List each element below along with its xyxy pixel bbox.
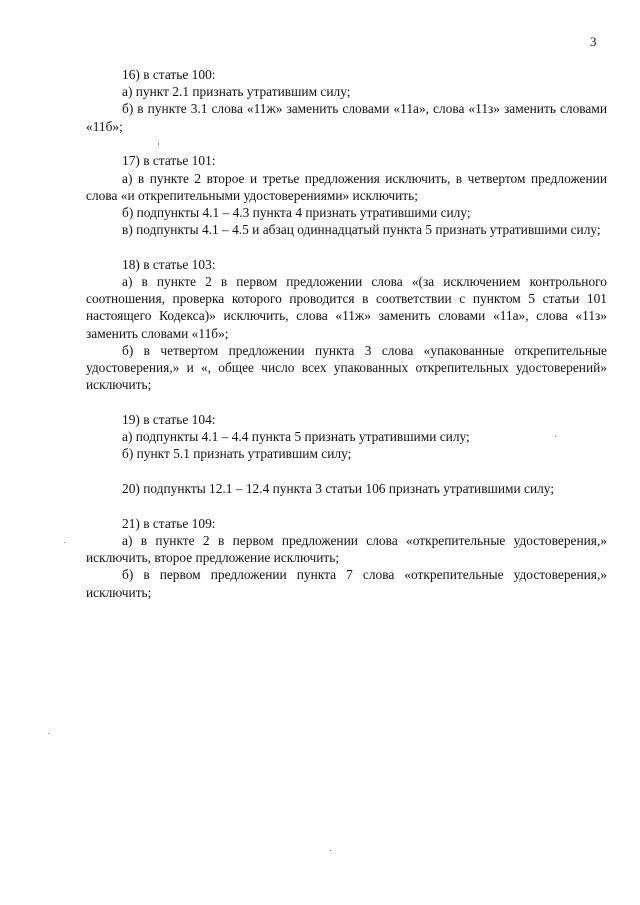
section-heading: 19) в статье 104: — [122, 411, 216, 427]
section-20 — [86, 480, 607, 497]
list-item: а) в пункте 2 второе и третье предложения исключить, в четвертом предложении слова «и открепительными удостоверениями» исключить; — [86, 170, 607, 203]
list-item: б) подпункты 4.1 – 4.3 пункта 4 признать утратившими силу; — [122, 204, 471, 220]
scan-speck — [64, 542, 65, 543]
page-number: 3 — [590, 34, 597, 49]
list-item: в) подпункты 4.1 – 4.5 и абзац одиннадцатый пункта 5 признать утратившими силу; — [122, 222, 601, 238]
section-18 — [86, 256, 607, 394]
section-heading: 16) в статье 100: — [122, 67, 216, 82]
document-body — [86, 66, 607, 618]
section-heading: 20) подпункты 12.1 – 12.4 пункта 3 статьи 106 признать утратившими силу; — [122, 481, 555, 497]
list-item: а) пункт 2.1 признать утратившим силу; — [122, 84, 351, 100]
section-17 — [86, 152, 607, 238]
section-heading: 18) в статье 103: — [122, 256, 216, 272]
list-item: б) пункт 5.1 признать утратившим силу; — [122, 446, 352, 462]
list-item: б) в первом предложении пункта 7 слова «открепительные удостоверения,» исключить; — [86, 567, 607, 600]
section-16 — [86, 66, 607, 135]
scan-speck — [48, 733, 49, 734]
list-item: а) подпункты 4.1 – 4.4 пункта 5 признать утратившими силу; — [122, 429, 470, 445]
section-19 — [86, 411, 607, 463]
section-21 — [86, 515, 607, 601]
list-item: а) в пункте 2 в первом предложении слова «(за исключением контрольного соотношения, проверка которого проводится в соответствии с пунктом 5 статьи 101 настоящего Кодекса)» исключить, слова «11ж» заменить словами «11а», слова «11з» заменить словами «11б»; — [86, 274, 607, 341]
scan-speck — [330, 850, 331, 851]
section-heading: 17) в статье 101: — [122, 153, 216, 169]
list-item: б) в четвертом предложении пункта 3 слова «упакованные открепительные удостоверения,» и «, общее число всех упакованных открепительных удостоверений» исключить; — [86, 342, 607, 393]
scan-speck — [158, 143, 159, 145]
scan-speck — [555, 436, 556, 437]
section-heading: 21) в статье 109: — [122, 515, 216, 531]
list-item: а) в пункте 2 в первом предложении слова «открепительные удостоверения,» исключить, второе предложение исключить; — [86, 532, 607, 566]
list-item: б) в пункте 3.1 слова «11ж» заменить словами «11а», слова «11з» заменить словами «11б»; — [86, 101, 607, 134]
